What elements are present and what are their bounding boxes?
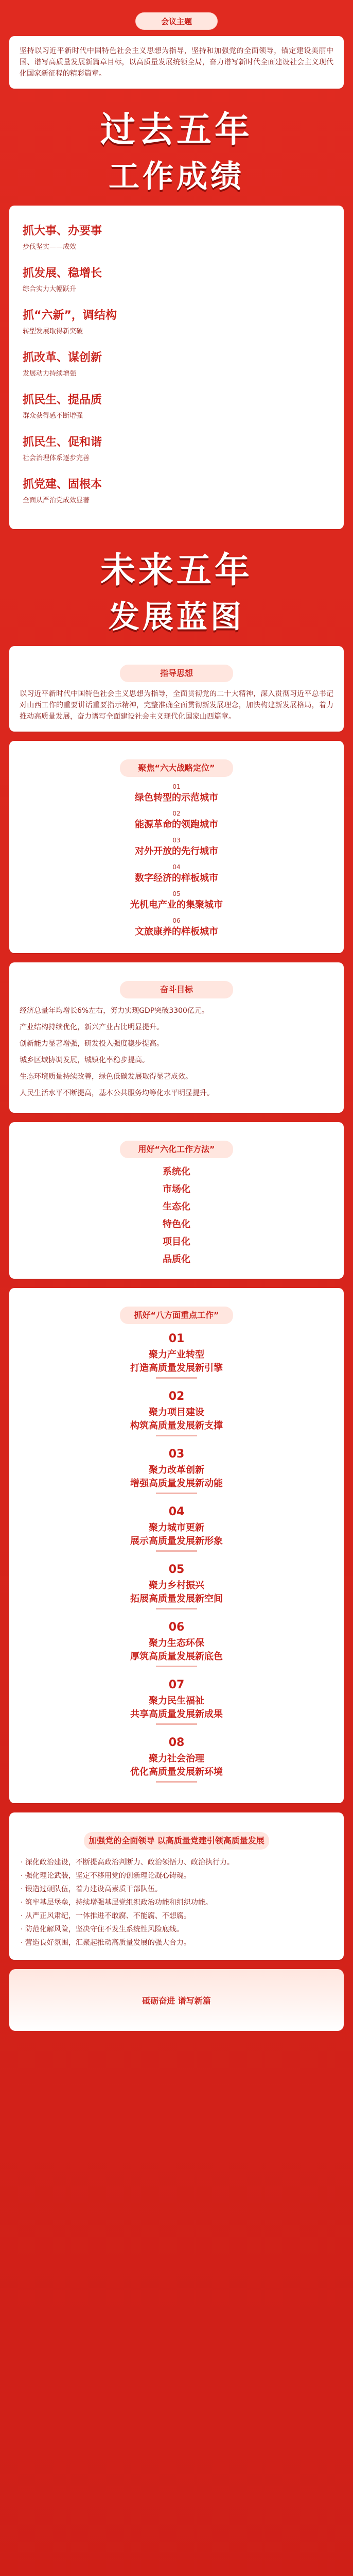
positioning-num: 02 [172, 810, 181, 817]
focus-item [19, 1621, 334, 1667]
focus-sub: 共享高质量发展新成果 [130, 1709, 223, 1720]
positioning-name: 数字经济的样板城市 [135, 873, 218, 884]
goal-row: 创新能力显著增强，研发投入强度稳步提高。 [20, 1040, 164, 1048]
support-row: · 营造良好氛围，汇聚起推动高质量发展的强大合力。 [21, 1939, 191, 1947]
focus-num: 07 [168, 1679, 185, 1691]
achievement-desc: 转型发展取得新突破 [23, 328, 83, 335]
focus-sub: 优化高质量发展新环境 [130, 1767, 223, 1777]
positioning-name: 对外开放的先行城市 [135, 846, 218, 857]
positioning-name: 绿色转型的示范城市 [135, 792, 218, 803]
focus-sub: 展示高质量发展新形象 [130, 1536, 223, 1547]
focus-num: 06 [168, 1621, 185, 1634]
support-row: · 锻造过硬队伍，着力建设高素质干部队伍。 [21, 1885, 162, 1893]
goal-row: 城乡区域协调发展，城镇化率稳步提高。 [20, 1056, 149, 1064]
banner-past-line1: 过去五年 [100, 109, 253, 150]
positioning-num: 03 [172, 837, 181, 844]
achievement-desc: 发展动力持续增强 [23, 370, 77, 378]
intro-text: 坚持以习近平新时代中国特色社会主义思想为指导，坚持和加强党的全面领导，锚定建设美丽中国、谱写高质量发展新篇章目标，以高质量发展统领全局，奋力谱写新时代全面建设社会主义现代化国家新征程的精彩篇章。 [20, 47, 333, 78]
focus-divider [156, 1666, 197, 1667]
goals-card [9, 962, 344, 1113]
focus-item [19, 1679, 334, 1725]
focus-sub: 打造高质量发展新引擎 [130, 1363, 223, 1374]
focus-item [19, 1448, 334, 1494]
focus-num: 04 [168, 1505, 185, 1518]
achievement-item [23, 222, 330, 251]
positioning-pill: 聚焦“六大战略定位” [120, 759, 233, 777]
guiding-text: 以习近平新时代中国特色社会主义思想为指导，全面贯彻党的二十大精神，深入贯彻习近平总书记对山西工作的重要讲话重要指示精神，完整准确全面贯彻新发展理念，加快构建新发展格局，着力推动高质量发展，奋力谱写全面建设社会主义现代化国家山西篇章。 [20, 690, 333, 721]
achievement-item [23, 349, 330, 378]
goal-row: 经济总量年均增长6%左右，努力实现GDP突破3300亿元。 [20, 1007, 209, 1015]
positioning-name: 文旅康养的样板城市 [135, 926, 218, 937]
achievement-item [23, 264, 330, 293]
focus-item [19, 1563, 334, 1609]
positioning-name: 光机电产业的集聚城市 [130, 900, 223, 910]
focus-num: 01 [168, 1332, 185, 1345]
achievement-title: 抓党建、固根本 [23, 478, 102, 491]
positioning-num: 05 [172, 890, 181, 897]
achievement-desc: 步伐坚实——成效 [23, 243, 77, 251]
focus-item [19, 1736, 334, 1783]
focus-sub: 厚筑高质量发展新底色 [130, 1651, 223, 1662]
method-item: 生态化 [163, 1201, 190, 1212]
focus-card [9, 1288, 344, 1803]
achievements-card [9, 206, 344, 529]
banner-past [9, 102, 344, 196]
goals-pill: 奋斗目标 [120, 981, 233, 998]
goal-row: 产业结构持续优化，新兴产业占比明显提升。 [20, 1023, 164, 1031]
positioning-num: 01 [172, 783, 181, 790]
achievement-item [23, 391, 330, 420]
positioning-item [20, 783, 333, 804]
focus-title: 聚力城市更新 [149, 1522, 204, 1533]
focus-num: 02 [168, 1390, 185, 1403]
focus-num: 03 [168, 1448, 185, 1461]
focus-title: 聚力社会治理 [149, 1753, 204, 1764]
achievement-title: 抓民生、促和谐 [23, 436, 102, 449]
focus-item [19, 1332, 334, 1379]
methods-card [9, 1122, 344, 1279]
goal-row: 生态环境质量持续改善，绿色低碳发展取得显著成效。 [20, 1073, 192, 1081]
focus-title: 聚力项目建设 [149, 1407, 204, 1418]
achievement-title: 抓大事、办要事 [23, 225, 102, 238]
method-item: 系统化 [163, 1166, 190, 1177]
method-item: 特色化 [163, 1219, 190, 1230]
achievement-item [23, 307, 330, 335]
method-item: 品质化 [163, 1254, 190, 1265]
focus-divider [156, 1435, 197, 1436]
positioning-num: 06 [172, 917, 181, 924]
focus-divider [156, 1608, 197, 1609]
support-row: · 强化理论武装，坚定不移用党的创新理论凝心铸魂。 [21, 1872, 191, 1880]
focus-divider [156, 1723, 197, 1725]
footer-note: 砥砺奋进 谱写新篇 [142, 1995, 211, 2006]
methods-pill: 用好“六化工作方法” [120, 1141, 233, 1158]
positioning-item [20, 810, 333, 831]
achievement-desc: 社会治理体系逐步完善 [23, 454, 90, 462]
positioning-item [20, 837, 333, 857]
banner-future-line1: 未来五年 [100, 550, 253, 591]
focus-title: 聚力民生福祉 [149, 1696, 204, 1706]
support-row: · 深化政治建设，不断提高政治判断力、政治领悟力、政治执行力。 [21, 1858, 234, 1867]
focus-sub: 构筑高质量发展新支撑 [130, 1420, 223, 1431]
support-pill: 加强党的全面领导 以高质量党建引领高质量发展 [84, 1832, 269, 1850]
achievement-title: 抓发展、稳增长 [23, 267, 102, 280]
focus-num: 08 [168, 1736, 185, 1749]
achievement-desc: 群众获得感不断增强 [23, 412, 83, 420]
achievement-title: 抓改革、谋创新 [23, 351, 102, 364]
guiding-pill: 指导思想 [120, 665, 233, 682]
focus-title: 聚力生态环保 [149, 1638, 204, 1649]
method-item: 项目化 [163, 1236, 190, 1247]
guiding-card [9, 646, 344, 732]
positioning-card [9, 741, 344, 953]
focus-divider [156, 1493, 197, 1494]
achievement-desc: 全面从严治党成效显著 [23, 497, 90, 504]
focus-divider [156, 1550, 197, 1552]
focus-item [19, 1390, 334, 1436]
banner-past-line2: 工作成绩 [109, 159, 244, 195]
support-row: · 防范化解风险，坚决守住不发生系统性风险底线。 [21, 1925, 184, 1934]
achievement-item [23, 433, 330, 462]
focus-sub: 增强高质量发展新动能 [130, 1478, 223, 1489]
focus-title: 聚力产业转型 [149, 1349, 204, 1360]
banner-future [9, 543, 344, 637]
support-row: · 从严正风肃纪，一体推进不敢腐、不能腐、不想腐。 [21, 1912, 191, 1920]
positioning-item [20, 917, 333, 938]
positioning-item [20, 863, 333, 884]
focus-title: 聚力乡村振兴 [149, 1580, 204, 1591]
methods-list [20, 1164, 333, 1265]
banner-future-line2: 发展蓝图 [109, 599, 244, 635]
focus-divider [156, 1377, 197, 1379]
footer-ribbon [9, 1969, 344, 2031]
focus-num: 05 [168, 1563, 185, 1576]
section-pill-theme: 会议主题 [135, 12, 218, 30]
achievement-title: 抓“六新”，调结构 [23, 309, 117, 322]
focus-item [19, 1505, 334, 1552]
focus-sub: 拓展高质量发展新空间 [130, 1594, 223, 1604]
positioning-list [20, 783, 333, 938]
focus-pill: 抓好“八方面重点工作” [120, 1307, 233, 1324]
focus-title: 聚力改革创新 [149, 1465, 204, 1476]
support-card [9, 1812, 344, 1960]
intro-card [9, 36, 344, 89]
positioning-item [20, 890, 333, 911]
support-row: · 筑牢基层堡垒，持续增强基层党组织政治功能和组织功能。 [21, 1899, 213, 1907]
achievement-item [23, 476, 330, 504]
positioning-num: 04 [172, 863, 181, 871]
achievement-desc: 综合实力大幅跃升 [23, 285, 77, 293]
focus-divider [156, 1781, 197, 1783]
method-item: 市场化 [163, 1184, 190, 1195]
positioning-name: 能源革命的领跑城市 [135, 819, 218, 830]
goals-block [20, 1005, 333, 1099]
goal-row: 人民生活水平不断提高，基本公共服务均等化水平明显提升。 [20, 1089, 214, 1097]
achievement-title: 抓民生、提品质 [23, 394, 102, 406]
